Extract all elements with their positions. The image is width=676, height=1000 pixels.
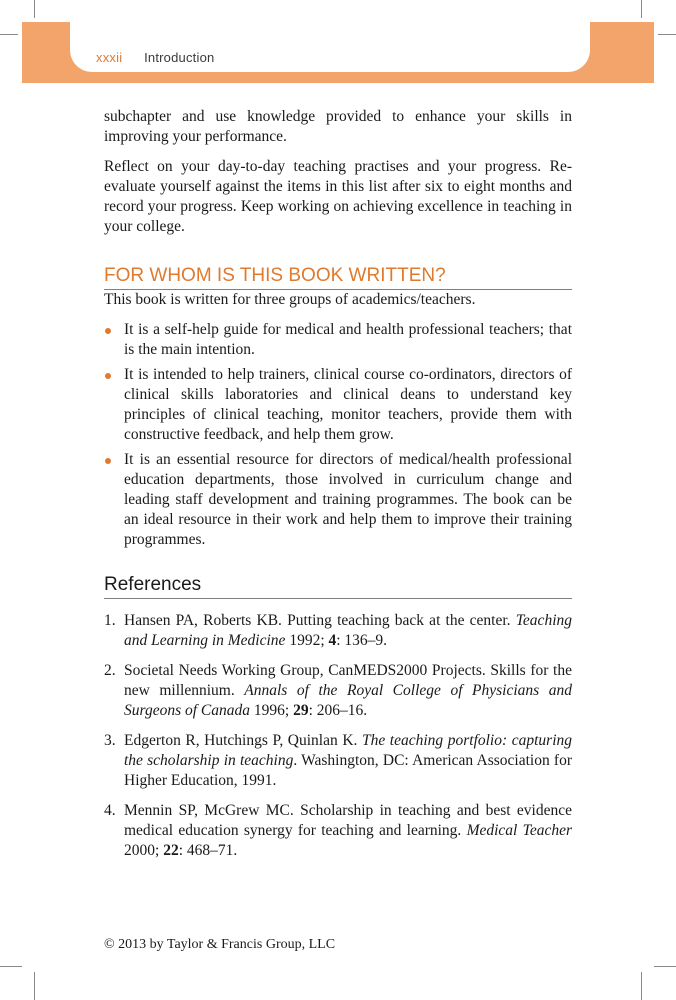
list-item-text: It is intended to help trainers, clinical course co-ordinators, directors of clinical skills laboratories and clinical deans to understand key principles of clinical teaching, monitor teachers, provide them with constructive feedback, and help them grow. — [124, 366, 572, 443]
reference-text: Mennin SP, McGrew MC. Scholarship in teaching and best evidence medical education synergy for teaching and learning. — [124, 802, 572, 839]
reference-text: Hansen PA, Roberts KB. Putting teaching back at the center. — [124, 612, 516, 629]
reference-item — [104, 731, 572, 791]
reference-number: 4. — [104, 802, 116, 819]
reference-item — [104, 611, 572, 651]
reference-volume: 22 — [163, 842, 179, 859]
crop-mark — [34, 972, 35, 1000]
page-content — [104, 107, 572, 871]
chapter-title: Introduction — [144, 50, 215, 65]
reference-volume: 4 — [328, 632, 337, 649]
list-item-text: It is a self-help guide for medical and health professional teachers; that is the main intention. — [124, 321, 572, 358]
copyright-footer: © 2013 by Taylor & Francis Group, LLC — [104, 937, 336, 952]
list-item-text: It is an essential resource for directors of medical/health professional education departments, those involved in curriculum change and leading staff development and training programmes. The book can be an ideal resource in their work and help them to improve their training programmes. — [124, 451, 572, 548]
reference-text: 1996; — [250, 702, 294, 719]
reference-number: 1. — [104, 612, 116, 629]
crop-mark — [0, 966, 22, 967]
running-head — [96, 50, 214, 65]
section-intro: This book is written for three groups of academics/teachers. — [104, 291, 476, 308]
reference-journal: Medical Teacher — [466, 822, 572, 839]
references-list — [104, 611, 572, 861]
reference-text: : 136–9. — [336, 632, 388, 649]
reference-text: : 206–16. — [308, 702, 368, 719]
reference-text: 2000; — [124, 842, 164, 859]
bullet-icon — [105, 328, 111, 334]
list-item — [104, 365, 572, 445]
references-heading: References — [104, 574, 572, 599]
list-item — [104, 450, 572, 550]
page-number: xxxii — [96, 50, 123, 65]
paragraph: subchapter and use knowledge provided to enhance your skills in improving your performance. — [104, 108, 572, 145]
reference-text: . Washington, DC: American Association for Higher Education, 1991. — [124, 752, 572, 789]
crop-mark — [658, 34, 676, 35]
bullet-icon — [105, 458, 111, 464]
paragraph: Reflect on your day-to-day teaching practises and your progress. Re-evaluate yourself against the items in this list after six to eight months and record your progress. Keep working on achieving excellence in teaching in your college. — [104, 158, 572, 235]
reference-journal: Annals of the Royal College of Physicians and Surgeons of Canada — [124, 682, 573, 719]
list-item — [104, 320, 572, 360]
reference-book-title: The teaching portfolio: capturing the scholarship in teaching — [124, 732, 572, 769]
reference-item — [104, 801, 572, 861]
bullet-icon — [105, 373, 111, 379]
bullet-list — [104, 320, 572, 550]
section-heading: FOR WHOM IS THIS BOOK WRITTEN? — [104, 265, 572, 290]
crop-mark — [34, 0, 35, 18]
reference-journal: Teaching and Learning in Medicine — [124, 612, 572, 649]
reference-number: 3. — [104, 732, 116, 749]
crop-mark — [0, 34, 18, 35]
reference-volume: 29 — [293, 702, 309, 719]
crop-mark — [654, 966, 676, 967]
reference-text: Societal Needs Working Group, CanMEDS2000 Projects. Skills for the new millennium. — [124, 662, 572, 699]
reference-text: 1992; — [285, 632, 329, 649]
reference-text: Edgerton R, Hutchings P, Quinlan K. — [124, 732, 362, 749]
reference-item — [104, 661, 572, 721]
crop-mark — [641, 0, 642, 18]
reference-text: : 468–71. — [178, 842, 238, 859]
crop-mark — [641, 972, 642, 1000]
reference-number: 2. — [104, 662, 116, 679]
